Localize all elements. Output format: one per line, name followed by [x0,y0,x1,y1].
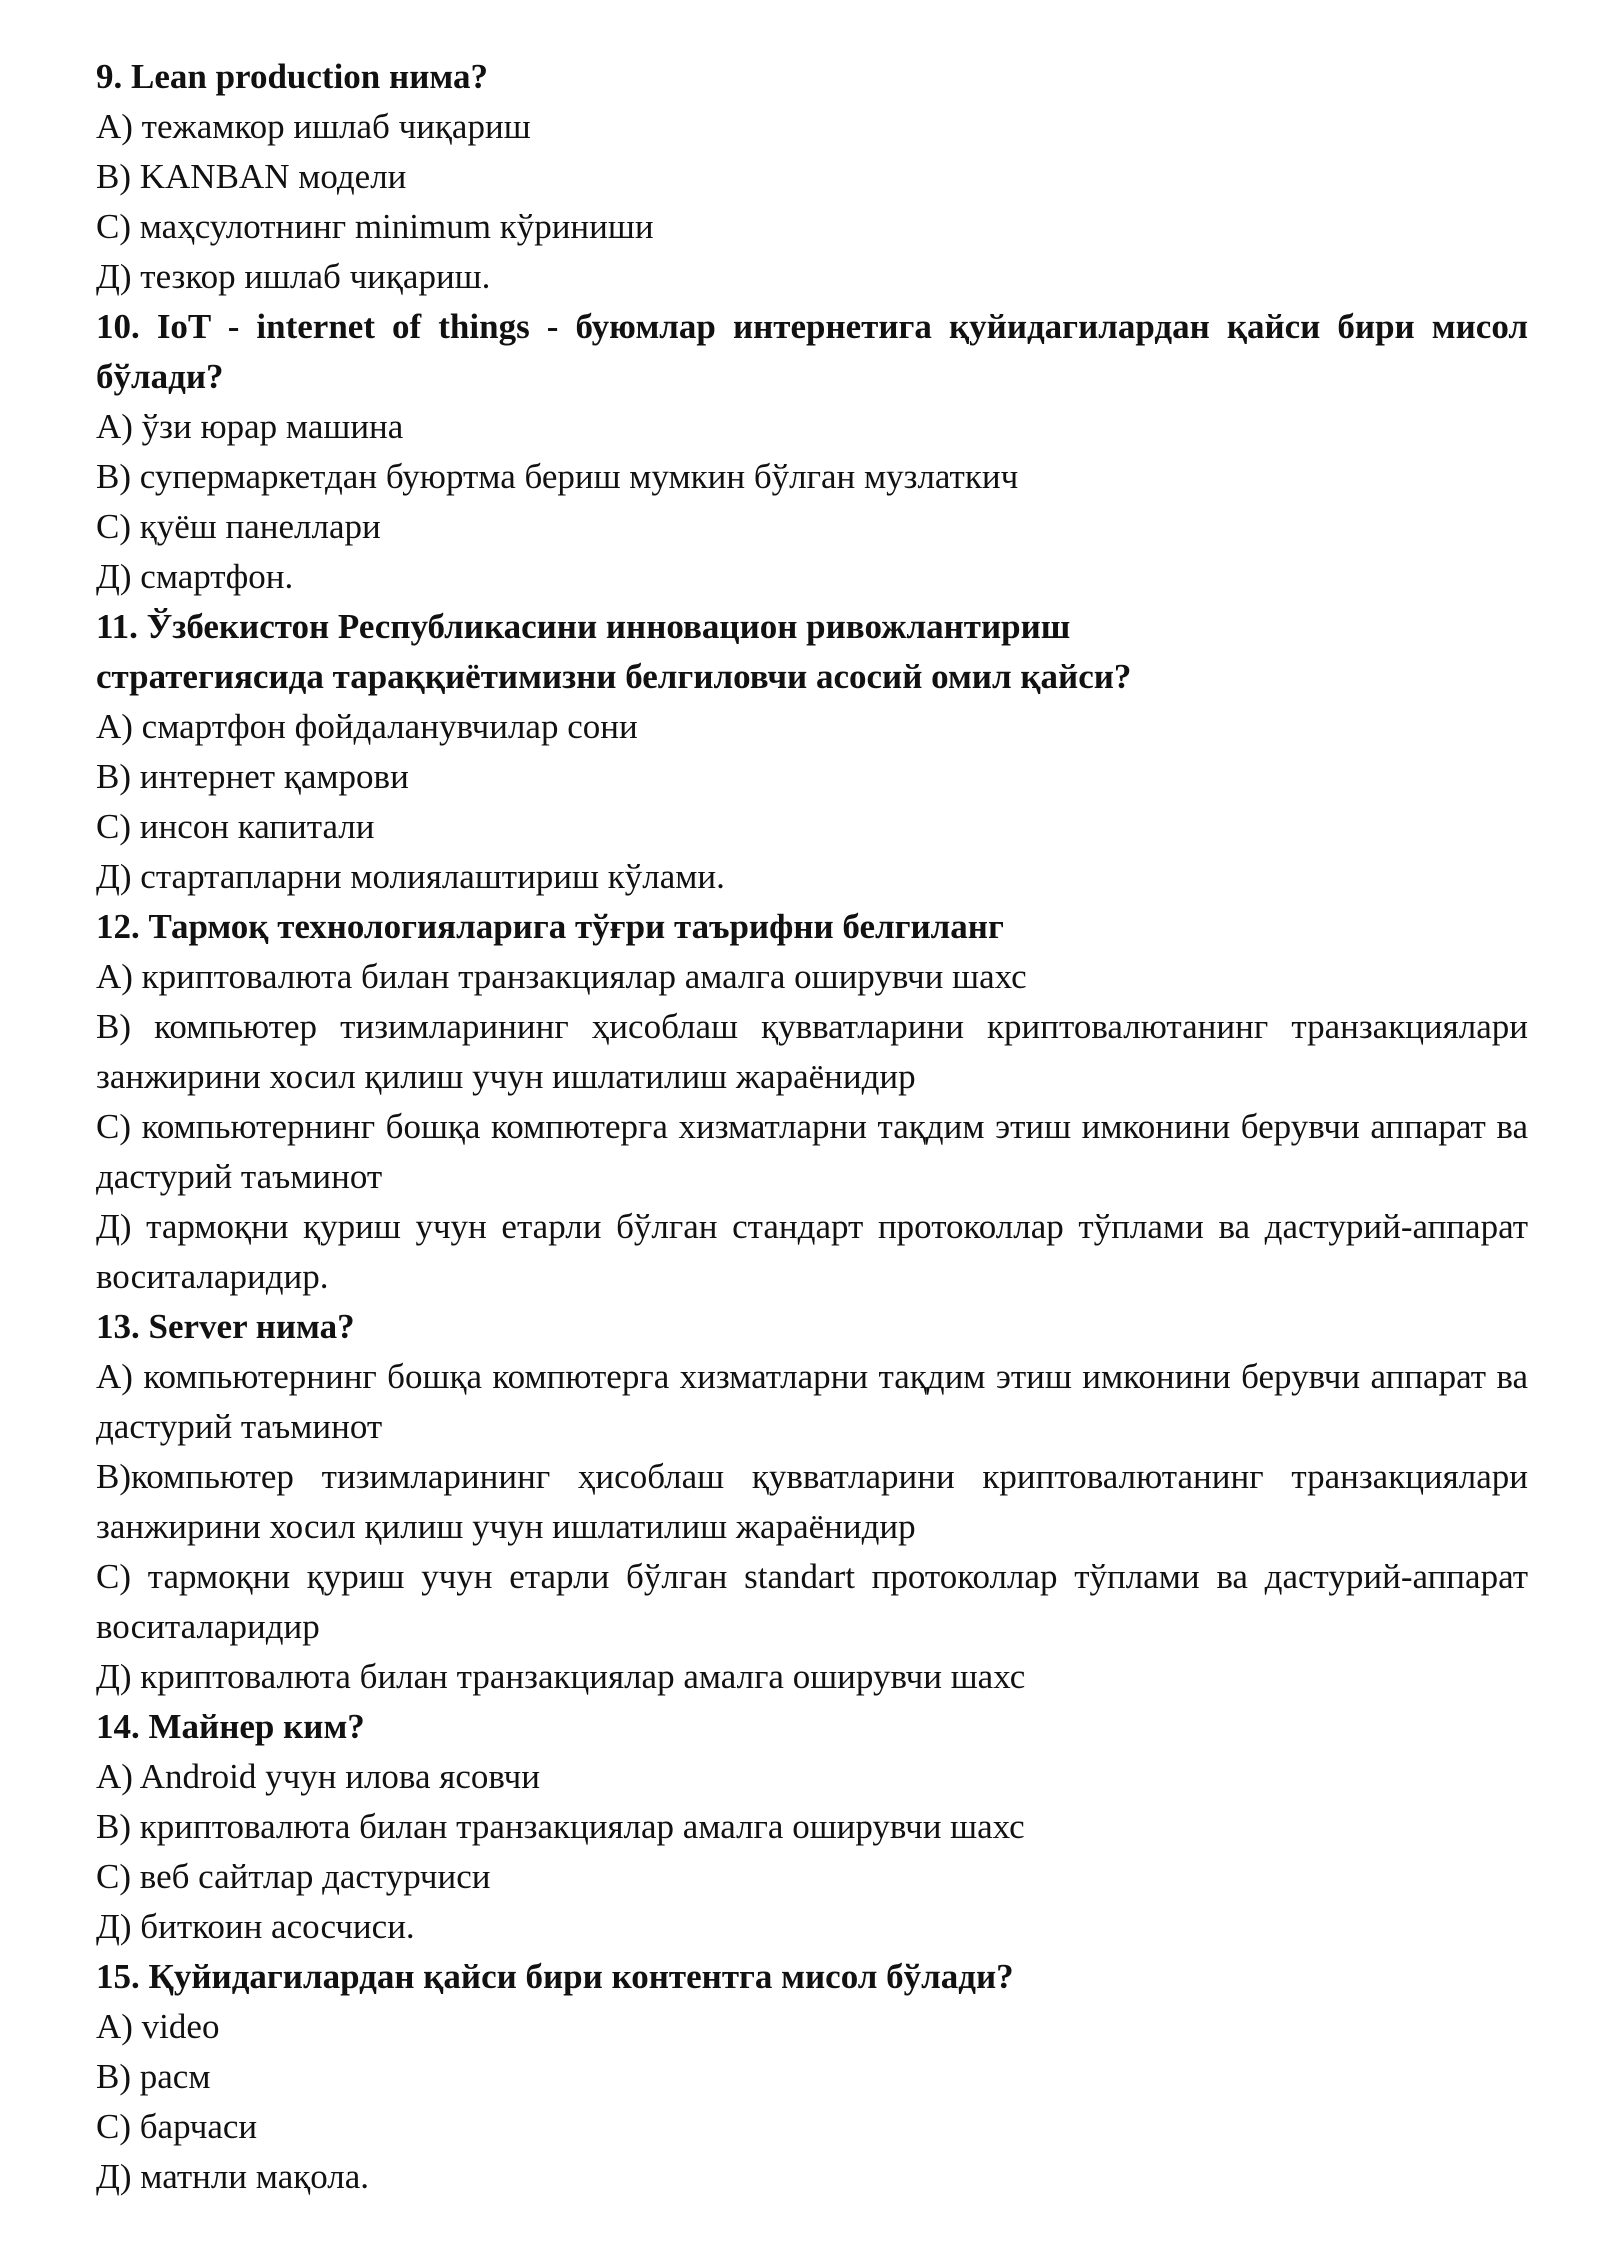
question-9 [96,52,1528,302]
question-13 [96,1302,1528,1702]
option-d: Д) криптовалюта билан транзакциялар амалга оширувчи шахс [96,1657,1026,1696]
option-b: B) компьютер тизимларининг ҳисоблаш қувватларини криптовалютанинг транзакциялари занжирини хосил қилиш учун ишлатилиш жараёнидир [96,1007,1528,1096]
question-title: 15. Қуйидагилардан қайси бири контентга мисол бўлади? [96,1957,1014,1996]
document-page [96,52,1528,2202]
option-a: A) компьютернинг бошқа компютерга хизматларни тақдим этиш имконини берувчи аппарат ва дастурий таъминот [96,1357,1528,1446]
option-c: C) инсон капитали [96,807,375,846]
option-b: B) криптовалюта билан транзакциялар амалга оширувчи шахс [96,1807,1025,1846]
question-title: 11. Ўзбекистон Республикасини инновацион ривожлантириш стратегиясида тараққиётимизни белгиловчи асосий омил қайси? [96,607,1132,696]
option-a: A) смартфон фойдаланувчилар сони [96,707,638,746]
option-c: C) маҳсулотнинг minimum кўриниши [96,207,654,246]
option-d: Д) стартапларни молиялаштириш кўлами. [96,857,725,896]
question-title: 13. Server нима? [96,1307,355,1346]
question-title: 14. Майнер ким? [96,1707,365,1746]
question-14 [96,1702,1528,1952]
option-d: Д) биткоин асосчиси. [96,1907,415,1946]
question-12 [96,902,1528,1302]
question-title: 12. Тармоқ технологияларига тўғри таърифни белгиланг [96,907,1004,946]
option-c: C) компьютернинг бошқа компютерга хизматларни тақдим этиш имконини берувчи аппарат ва дастурий таъминот [96,1107,1528,1196]
option-a: A) ўзи юрар машина [96,407,404,446]
option-c: C) барчаси [96,2107,258,2146]
question-11 [96,602,1528,902]
option-b: B) KANBAN модели [96,157,407,196]
option-b: B)компьютер тизимларининг ҳисоблаш қувватларини криптовалютанинг транзакциялари занжирини хосил қилиш учун ишлатилиш жараёнидир [96,1457,1528,1546]
option-a: A) Android учун илова ясовчи [96,1757,540,1796]
option-c: C) тармоқни қуриш учун етарли бўлган standart протоколлар тўплами ва дастурий-аппарат воситаларидир [96,1557,1528,1646]
option-c: C) веб сайтлар дастурчиси [96,1857,491,1896]
option-a: A) тежамкор ишлаб чиқариш [96,107,531,146]
option-d: Д) тармоқни қуриш учун етарли бўлган стандарт протоколлар тўплами ва дастурий-аппарат воситаларидир. [96,1207,1528,1296]
option-a: A) video [96,2007,220,2046]
option-a: A) криптовалюта билан транзакциялар амалга оширувчи шахс [96,957,1027,996]
option-d: Д) матнли мақола. [96,2157,370,2196]
option-d: Д) тезкор ишлаб чиқариш. [96,257,491,296]
option-b: B) интернет қамрови [96,757,409,796]
option-c: C) қуёш панеллари [96,507,381,546]
option-b: B) расм [96,2057,211,2096]
option-b: B) супермаркетдан буюртма бериш мумкин бўлган музлаткич [96,457,1019,496]
question-10 [96,302,1528,602]
question-title: 10. IoT - internet of things - буюмлар интернетига қуйидагилардан қайси бири мисол бўлади? [96,307,1528,396]
option-d: Д) смартфон. [96,557,294,596]
question-title: 9. Lean production нима? [96,57,488,96]
question-15 [96,1952,1528,2202]
